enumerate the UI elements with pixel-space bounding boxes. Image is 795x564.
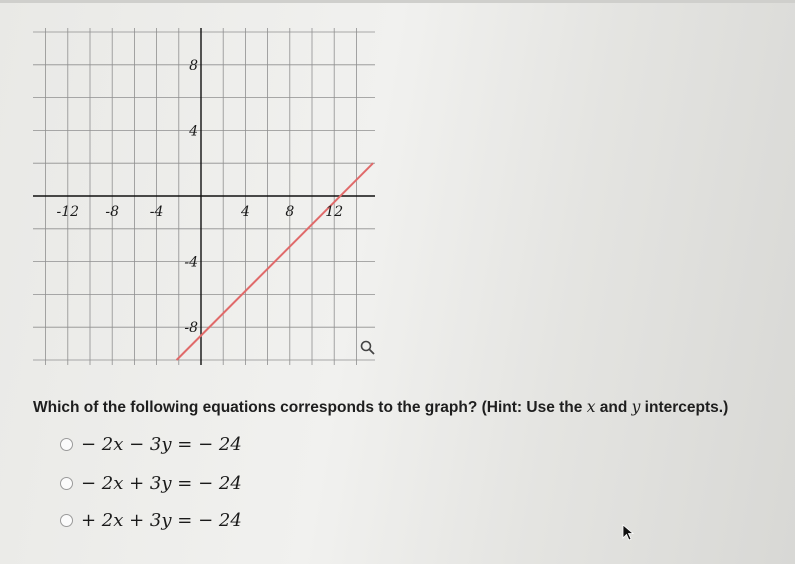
question-text: [33, 398, 783, 417]
answer-option-2[interactable]: [60, 473, 242, 494]
x-tick-label: -12: [56, 204, 80, 220]
y-tick-label: 4: [189, 123, 198, 140]
magnifier-lens: [362, 342, 371, 351]
answer-option-1[interactable]: [60, 434, 242, 455]
question-part-2: and: [595, 399, 632, 416]
x-tick-label: -8: [105, 204, 120, 220]
question-part-1: Which of the following equations corresponds to the graph? (Hint: Use the: [33, 399, 587, 416]
y-tick-label: -4: [184, 254, 198, 271]
mouse-cursor-icon: [622, 524, 636, 542]
question-var-x: x: [586, 398, 596, 416]
question-part-3: intercepts.): [640, 399, 729, 416]
x-tick-label: 8: [285, 204, 295, 220]
x-tick-label: 12: [325, 204, 344, 220]
magnifier-handle: [370, 350, 375, 355]
y-tick-label: 8: [189, 57, 198, 74]
option-2-equation: − 2x + 3y = − 24: [81, 473, 242, 494]
x-tick-label: -4: [149, 204, 164, 220]
graph-canvas: [0, 0, 390, 380]
radio-button-3[interactable]: [60, 514, 73, 527]
option-1-equation: − 2x − 3y = − 24: [81, 434, 242, 455]
radio-button-2[interactable]: [60, 477, 73, 490]
answer-option-3[interactable]: [60, 510, 242, 531]
magnifier-icon[interactable]: [362, 342, 375, 355]
radio-button-1[interactable]: [60, 438, 73, 451]
question-var-y: y: [631, 398, 641, 416]
y-tick-label: -8: [184, 320, 198, 337]
option-3-equation: + 2x + 3y = − 24: [81, 510, 242, 531]
x-tick-label: 4: [240, 204, 250, 220]
coordinate-graph: [0, 0, 390, 380]
